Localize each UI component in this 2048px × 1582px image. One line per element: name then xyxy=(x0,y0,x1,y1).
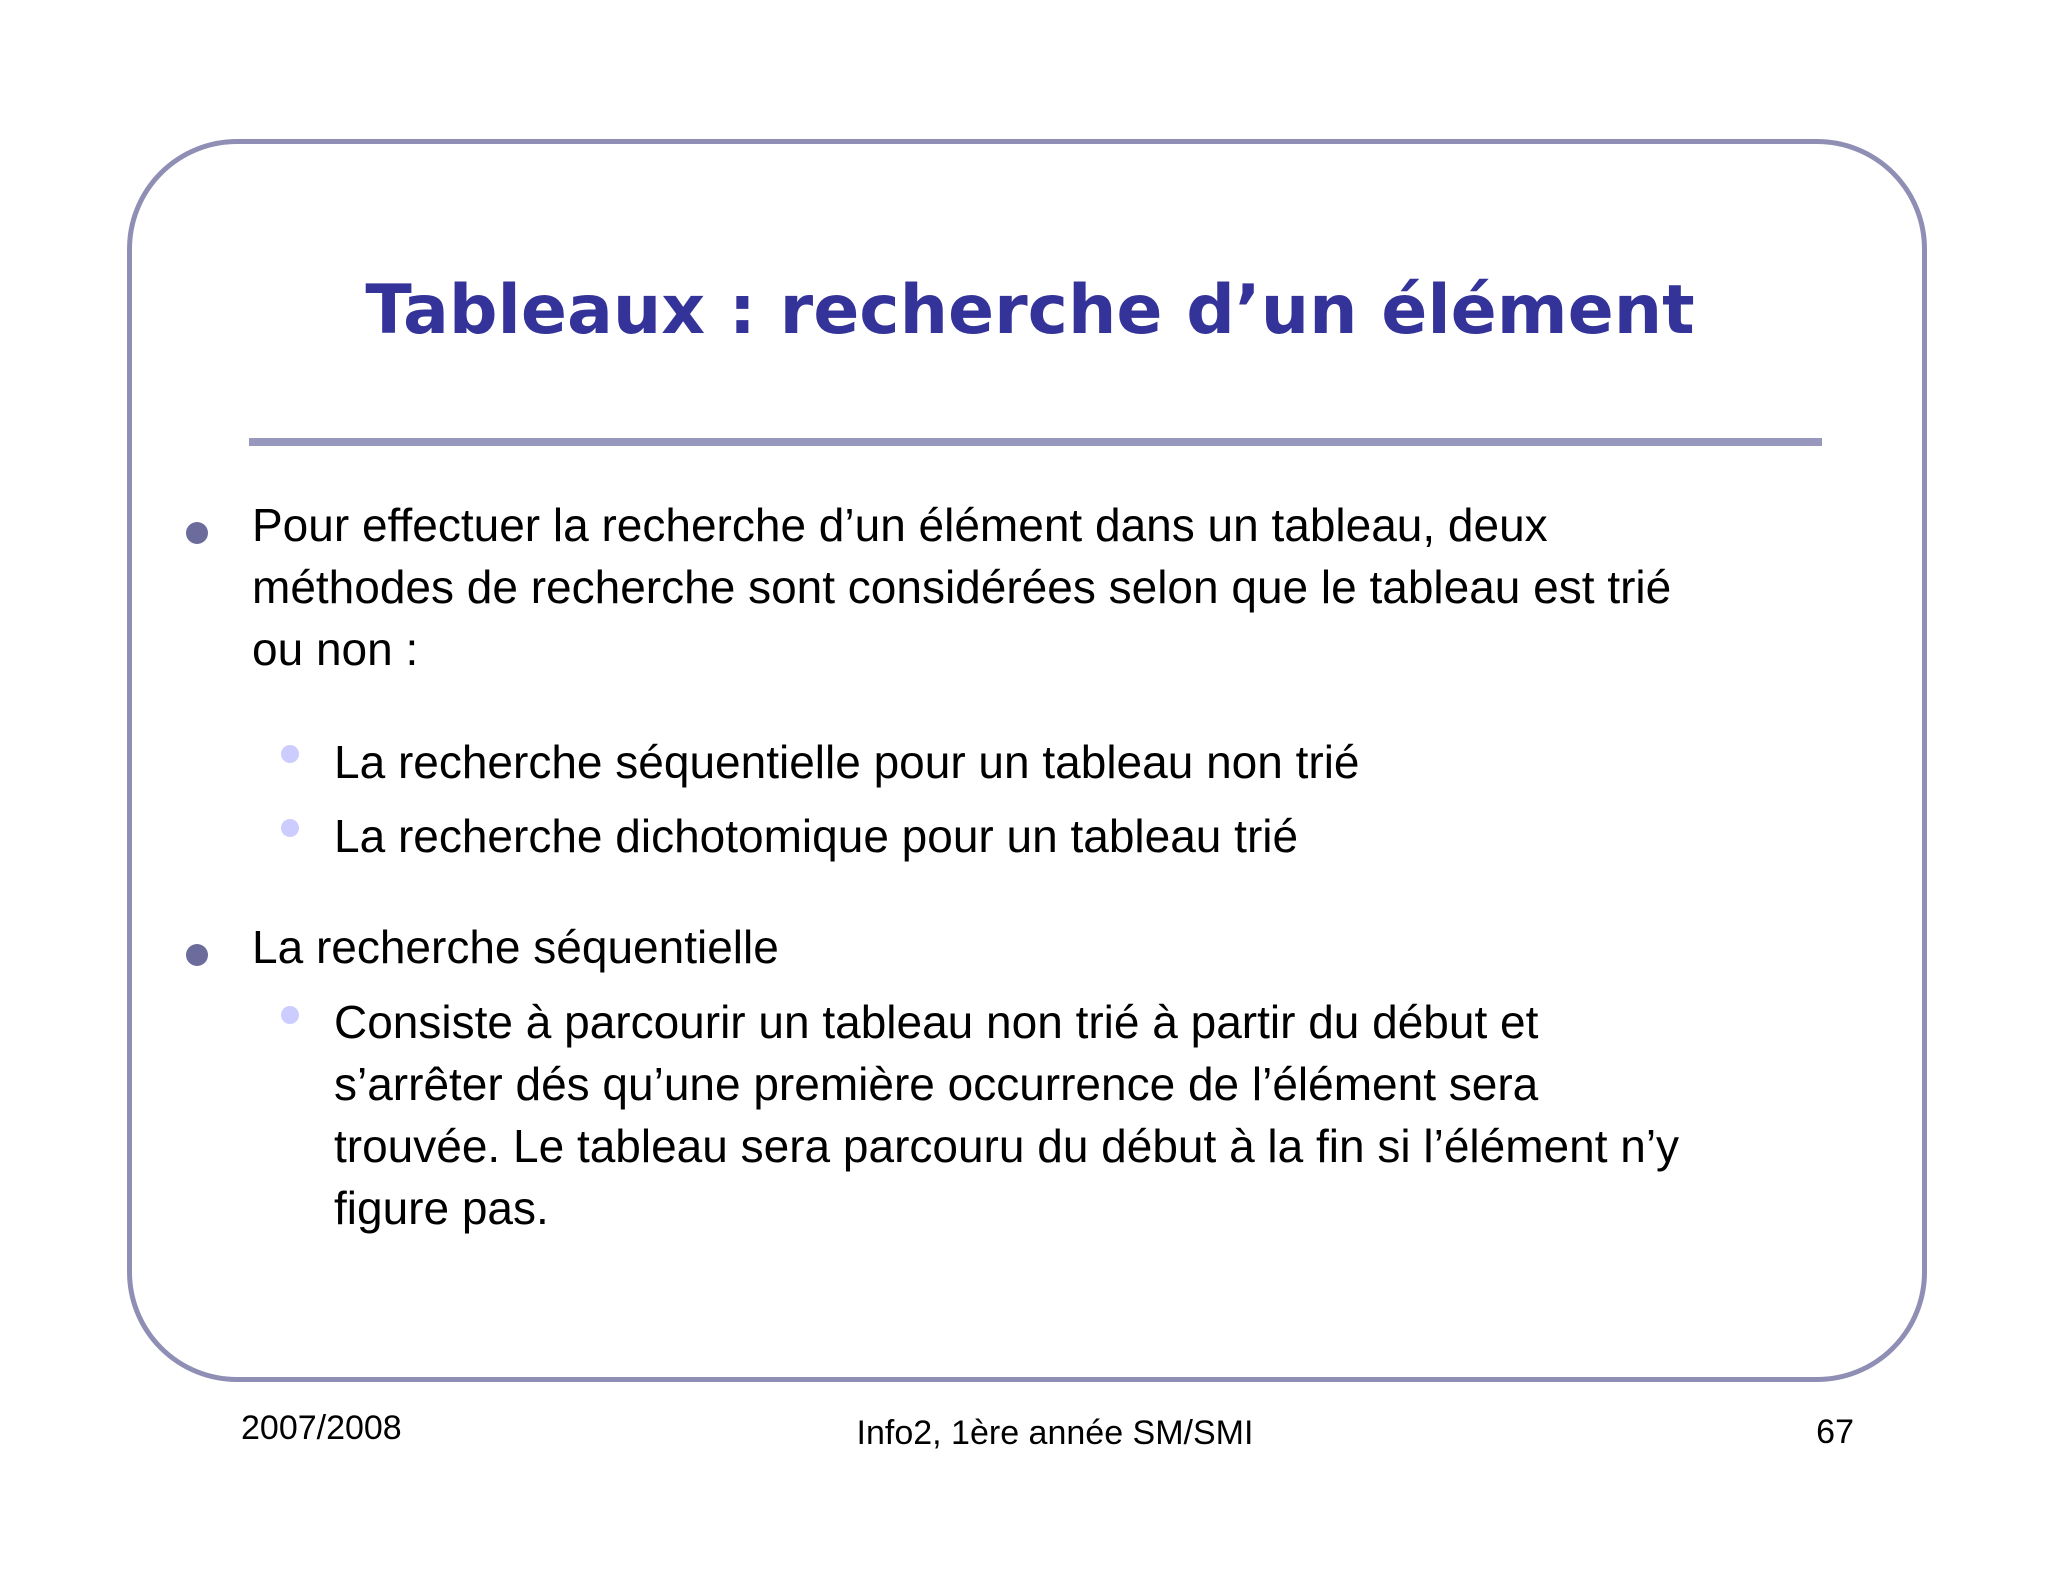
bullet-2-text: La recherche séquentielle xyxy=(252,921,779,973)
bullet-1-text xyxy=(252,494,1671,680)
sub-bullet-3-line-3: trouvée. Le tableau sera parcouru du début à la fin si l’élément n’y xyxy=(334,1120,1680,1172)
bullet-1-line-1: Pour effectuer la recherche d’un élément dans un tableau, deux xyxy=(252,499,1548,551)
bullet-dot-1 xyxy=(186,522,208,544)
sub-bullet-dot-1 xyxy=(281,745,299,763)
sub-bullet-3-line-2: s’arrêter dés qu’une première occurrence de l’élément sera xyxy=(334,1058,1539,1110)
sub-bullet-dot-3 xyxy=(281,1006,299,1024)
sub-bullet-3-line-4: figure pas. xyxy=(334,1182,549,1234)
sub-bullet-1-text: La recherche séquentielle pour un tableau non trié xyxy=(334,736,1360,788)
slide-title: Tableaux : recherche d’un élément xyxy=(365,271,1695,350)
footer-page-number: 67 xyxy=(1816,1413,1854,1451)
sub-bullet-3-text xyxy=(334,991,1679,1239)
footer-course: Info2, 1ère année SM/SMI xyxy=(856,1414,1254,1452)
footer-date: 2007/2008 xyxy=(241,1409,402,1447)
sub-bullet-dot-2 xyxy=(281,819,299,837)
sub-bullet-2-text: La recherche dichotomique pour un tableau trié xyxy=(334,810,1299,862)
sub-bullet-3-line-1: Consiste à parcourir un tableau non trié à partir du début et xyxy=(334,996,1539,1048)
bullet-1-line-3: ou non : xyxy=(252,623,419,675)
bullet-dot-2 xyxy=(186,944,208,966)
title-divider xyxy=(249,438,1822,446)
bullet-1-line-2: méthodes de recherche sont considérées selon que le tableau est trié xyxy=(252,561,1672,613)
